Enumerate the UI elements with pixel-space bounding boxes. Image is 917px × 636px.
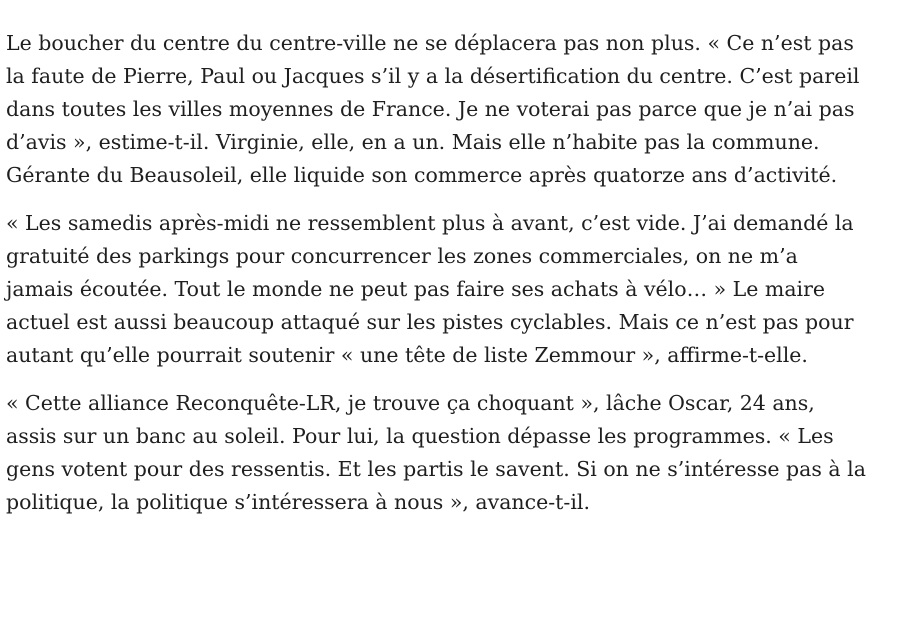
- text-line: Gérante du Beausoleil, elle liquide son commerce après quatorze ans d’activité.: [6, 163, 838, 187]
- text-line: autant qu’elle pourrait soutenir « une tête de liste Zemmour », affirme-t-elle.: [6, 343, 808, 367]
- text-line: dans toutes les villes moyennes de France. Je ne voterai pas parce que je n’ai pas: [6, 97, 855, 121]
- text-line: actuel est aussi beaucoup attaqué sur les pistes cyclables. Mais ce n’est pas pour: [6, 310, 854, 334]
- paragraph-butcher: [6, 27, 917, 192]
- text-line: Le boucher du centre du centre-ville ne se déplacera pas non plus. « Ce n’est pas: [6, 31, 854, 55]
- text-line: politique, la politique s’intéressera à nous », avance-t-il.: [6, 490, 590, 514]
- text-line: « Cette alliance Reconquête-LR, je trouve ça choquant », lâche Oscar, 24 ans,: [6, 391, 815, 415]
- text-line: gratuité des parkings pour concurrencer les zones commerciales, on ne m’a: [6, 244, 798, 268]
- text-line: jamais écoutée. Tout le monde ne peut pas faire ses achats à vélo… » Le maire: [6, 277, 826, 301]
- text-line: d’avis », estime-t-il. Virginie, elle, en a un. Mais elle n’habite pas la commune.: [6, 130, 820, 154]
- text-line: assis sur un banc au soleil. Pour lui, la question dépasse les programmes. « Les: [6, 424, 834, 448]
- text-line: la faute de Pierre, Paul ou Jacques s’il y a la désertification du centre. C’est pareil: [6, 64, 860, 88]
- text-line: gens votent pour des ressentis. Et les partis le savent. Si on ne s’intéresse pas à la: [6, 457, 866, 481]
- paragraph-oscar: [6, 387, 917, 519]
- text-line: « Les samedis après-midi ne ressemblent plus à avant, c’est vide. J’ai demandé la: [6, 211, 854, 235]
- paragraph-saturdays: [6, 207, 917, 372]
